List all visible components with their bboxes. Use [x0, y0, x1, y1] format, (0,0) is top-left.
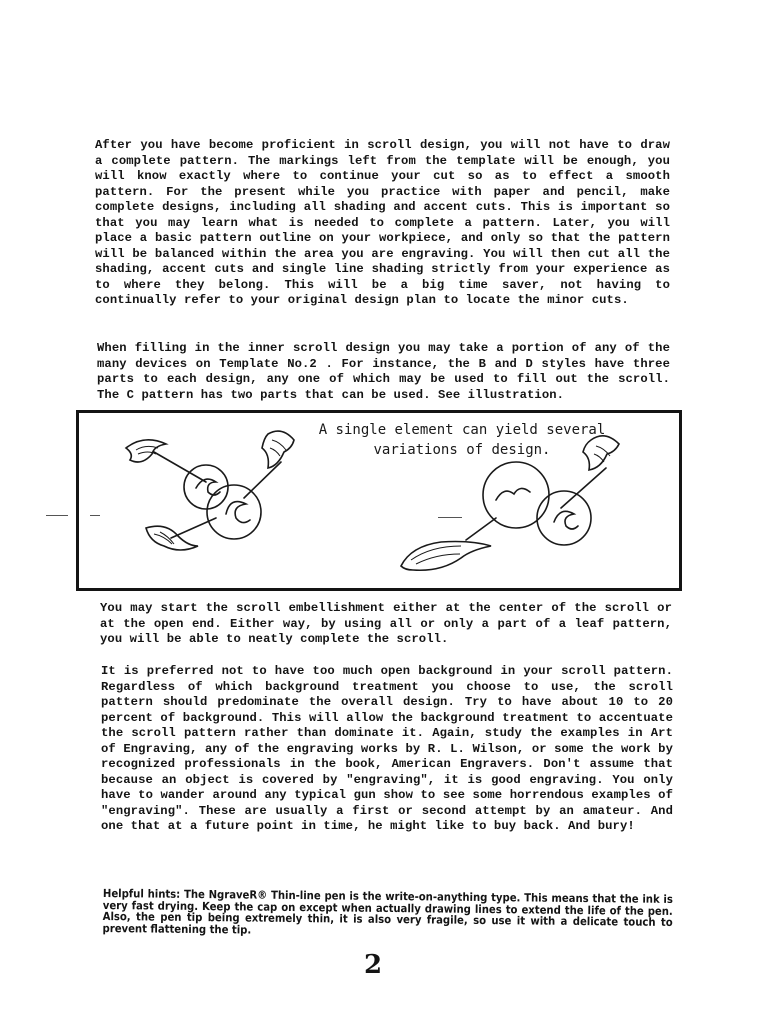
page-number: 2: [364, 950, 383, 980]
leaf-element: [262, 431, 294, 468]
connector-line: [466, 518, 496, 540]
scroll-curl: [496, 488, 530, 500]
connector-line: [561, 468, 606, 508]
paragraph-scroll-embellishment: You may start the scroll embellishment either at the center of the scroll or at the open end. Either way, by using all or only a part of a leaf pattern, you will be able to neatly complete the scroll.: [100, 601, 672, 646]
scroll-curl: [196, 479, 220, 495]
margin-mark: [46, 515, 68, 516]
scroll-circle: [483, 462, 549, 528]
scroll-curl: [226, 502, 250, 523]
margin-mark: [438, 517, 462, 518]
paragraph-scroll-proficiency: After you have become proficient in scroll design, you will not have to draw a complete pattern. The markings left from the template will be enough, you will know exactly where to continue your cut so as to effect a smooth pattern. For the present while you practice with paper and pencil, make complete designs, including all shading and accent cuts. This is important so that you may learn what is needed to complete a pattern. Later, you will place a basic pattern outline on your workpiece, and only so that the pattern will be balanced within the area you are engraving. You will then cut all the shading, accent cuts and single line shading strictly from your experience as to where they belong. This will be a big time saver, not having to continually refer to your original design plan to locate the minor cuts.: [95, 138, 670, 307]
scroll-circle: [184, 465, 228, 509]
scroll-circle: [537, 491, 591, 545]
paragraph-background: It is preferred not to have too much open background in your scroll pattern. Regardless of which background treatment you choose to use, the scroll pattern should predominate the overall design. Try to have about 10 to 20 percent of background. This will allow the background treatment to accentuate the scroll pattern rather than dominate it. Again, study the examples in Art of Engraving, any of the engraving works by R. L. Wilson, or some the work by recognized professionals in the book, American Engravers. Don't assume that because an object is covered by "engraving", it is good engraving. You only have to wander around any typical gun show to see some horrendous examples of "engraving". These are usually a first or second attempt by an amateur. And one that at a future point in time, he might like to buy back. And bury!: [101, 664, 673, 833]
margin-mark: [90, 515, 100, 516]
leaf-element: [126, 440, 166, 462]
illustration-caption: A single element can yield several variations of design.: [318, 422, 606, 458]
paragraph-inner-scroll: When filling in the inner scroll design you may take a portion of any of the many devices on Template No.2 . For instance, the B and D styles have three parts to each design, any one of which may be used to fill out the scroll. The C pattern has two parts that can be used. See illustration.: [97, 341, 670, 402]
connector-line: [244, 462, 281, 498]
scroll-curl: [554, 511, 578, 529]
scroll-circle: [207, 485, 261, 539]
leaf-element: [401, 542, 491, 571]
helpful-hints-note: Helpful hints: The NgraveR® Thin-line pen is the write-on-anything type. This means that the ink is very fast drying. Keep the cap on except when actually drawing lines to extend the life of the pen. Also, the pen tip being extremely thin, it is also very fragile, so use it with a delicate touch to prevent flattening the tip.: [102, 887, 673, 937]
